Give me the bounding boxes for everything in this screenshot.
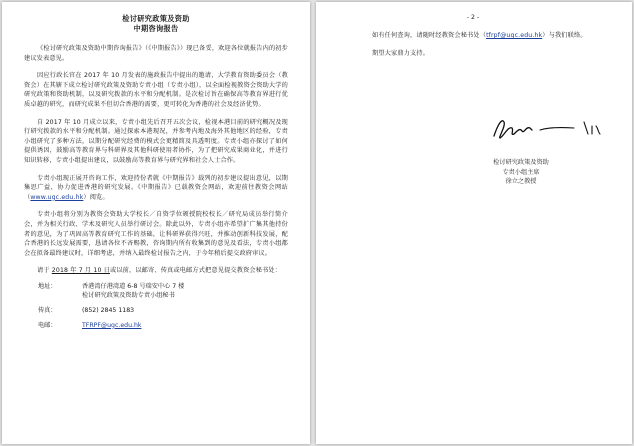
enquiry-email-link[interactable]: tfrpf@ugc.edu.hk: [486, 32, 543, 39]
contact-email-row: [38, 321, 288, 331]
paragraph-consultation: [24, 174, 288, 203]
handwritten-signature-icon: [488, 116, 628, 142]
document-page-2: [316, 2, 632, 444]
deadline-date: 2018 年 7 月 10 日: [51, 267, 110, 275]
document-subtitle: 中期咨询报告: [133, 24, 179, 33]
deadline-text: 请于: [37, 267, 52, 275]
deadline-text-tail: 或以前，以邮寄、传真或电邮方式把意见提交教资会秘书处：: [110, 267, 282, 275]
paragraph-background: 因应行政长官在 2017 年 10 月发表的施政报告中提出的邀请，大学教育资助委员会（教资会）在其辖下成立检讨研究政策及资助专责小组（专责小组），以全面检视教资会资助大学的研究政策和资助机制，以及研究拨款的水平和分配机制。是次检讨旨在确保高等教育界进行优质卓越的研究，而研究成果不但切合香港的需要，更可转化为香港的社会及经济优势。: [24, 72, 288, 108]
signature: [488, 116, 628, 142]
document-title: 检讨研究政策及资助: [122, 14, 190, 23]
enquiries-text: 如有任何查询，请随时经教资会秘书处（: [372, 32, 487, 39]
contact-address-row: [38, 282, 288, 301]
signoff-block: [456, 158, 586, 187]
enquiries-text-tail: ）与我们联络。: [542, 32, 587, 39]
paragraph-deadline: [24, 266, 288, 276]
paragraph-briefings: 专责小组将分别为教资会资助大学校长／自资学位颁授院校校长／研究局成员举行简介会，并为相关行政、学术及研究人员举行研讨会。除此以外，专责小组亦希望扩广集其他持份者的意见，为了巩固高等教育研究工作的基础，让科研界获得兴旺，并推动创新科技发展，配合香港的长远发展需要，恳请各位不吝赐教，咨询期内所有收集到的意见及看法，专责小组都会在拟备最终建议时，详细考虑，并纳入最终检讨报告之内，于今年稍后提交政府审议。: [24, 211, 288, 257]
paragraph-intro: 《检讨研究政策及资助中期咨询报告》（《中期报告》）现已备妥，欢迎各位就报告内的初步建议发表意见。: [24, 45, 288, 62]
email-link[interactable]: TFRPF@ugc.edu.hk: [82, 321, 142, 329]
ugc-website-link[interactable]: www.ugc.edu.hk: [30, 193, 84, 201]
fax-label: 传真：: [38, 307, 57, 315]
paragraph-closing: 期望大家鼎力支持。: [372, 49, 430, 57]
email-label: 电邮：: [38, 321, 57, 329]
contact-fax-row: [38, 306, 288, 316]
signoff-name: 徐立之教授: [505, 178, 537, 186]
contact-details: [38, 282, 288, 330]
paragraph-consultation-tail: ）阅览。: [83, 193, 109, 201]
address-line-1: 香港湾仔港湾道 6-8 号瑞安中心 7 楼: [82, 282, 185, 290]
signoff-role: 专责小组主席: [502, 168, 540, 176]
address-label: 地址：: [38, 282, 57, 290]
address-line-2: 检讨研究政策及资助专责小组秘书: [82, 292, 175, 300]
signoff-org: 检讨研究政策及资助: [493, 159, 549, 167]
paragraph-task-force-work: 自 2017 年 10 月成立以来，专责小组先后召开五次会议，检视本港目前的研究概况及现行研究拨款的水平和分配机制。通过探索本港现况，并参考内地及海外其他地区的经验，专责小组研究了多种方法，以期分配研究经费的模式会更精简及具透明度。专责小组亦探讨了如何提供诱因，鼓励高等教育界与科研界及其他科研使用者协作，为了把研究成果商业化，并进行知识转移，专责小组提出建议，以鼓励高等教育界与研究界和社会人士合作。: [24, 118, 288, 164]
paragraph-enquiries: [338, 31, 608, 41]
document-page-1: [2, 2, 310, 444]
fax-value: (852) 2845 1183: [82, 307, 135, 315]
paragraph-consultation-text: 专责小组现正展开咨询工作，欢迎持份者就《中期报告》载列的初步建议提出意见，以期集思广益，协力促进香港的研究发展。《中期报告》已载教资会网站，欢迎前往教资会网站（: [24, 174, 288, 201]
address-value: [82, 282, 288, 301]
page-number: - 2 -: [466, 14, 480, 21]
